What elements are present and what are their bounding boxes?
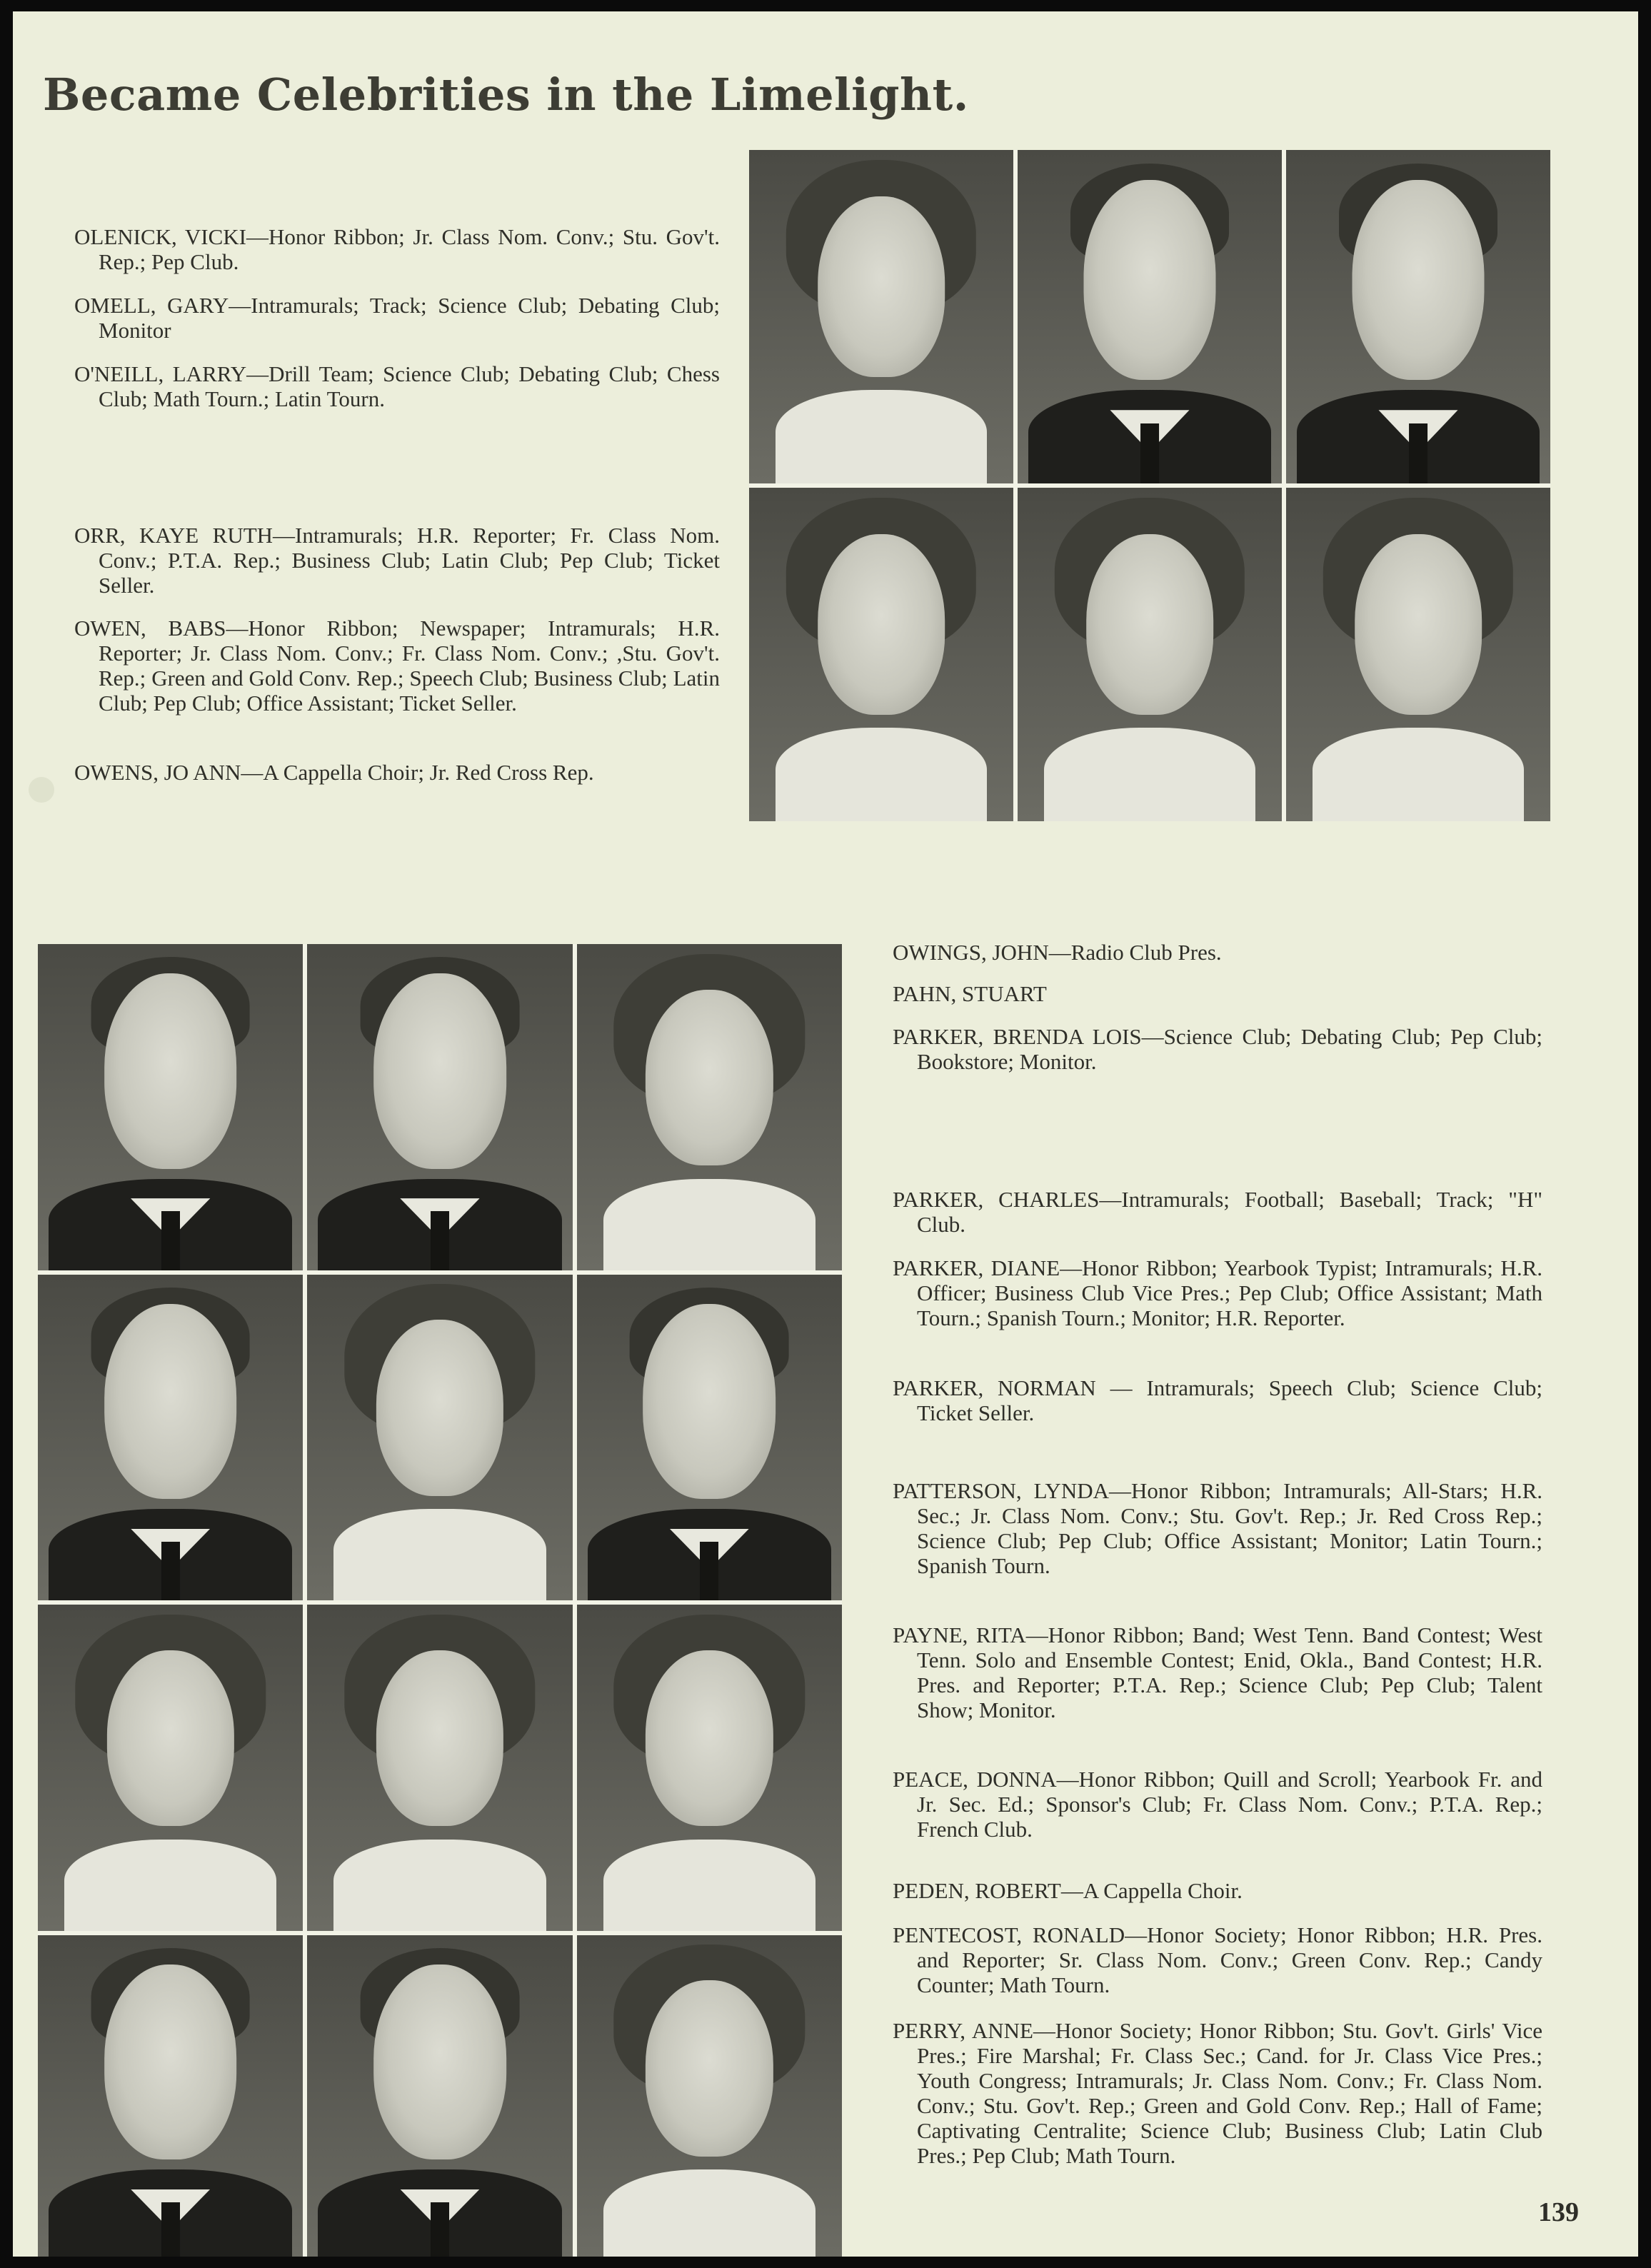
bio-entry: PARKER, DIANE—Honor Ribbon; Yearbook Typist; Intramurals; H.R. Officer; Business Club Vice Pres.; Pep Club; Office Assistant; Math Tourn.; Spanish Tourn.; Monitor; H.R. Reporter.: [893, 1255, 1542, 1330]
portrait-photo: [307, 1605, 572, 1931]
bio-entry: PARKER, NORMAN — Intramurals; Speech Club; Science Club; Ticket Seller.: [893, 1375, 1542, 1425]
page-number: 139: [1538, 2197, 1579, 2227]
portrait-grid-top: [749, 150, 1550, 821]
bio-entry: O'NEILL, LARRY—Drill Team; Science Club; Debating Club; Chess Club; Math Tourn.; Latin Tourn.: [74, 361, 720, 411]
portrait-photo: [1286, 488, 1550, 821]
bio-entry: PAHN, STUART: [893, 981, 1047, 1006]
page-heading: Became Celebrities in the Limelight.: [43, 69, 969, 121]
portrait-photo: [749, 488, 1013, 821]
bio-entry: ORR, KAYE RUTH—Intramurals; H.R. Reporter; Fr. Class Nom. Conv.; P.T.A. Rep.; Business Club; Latin Club; Pep Club; Ticket Seller.: [74, 523, 720, 598]
portrait-photo: [307, 1935, 572, 2257]
portrait-photo: [577, 1605, 842, 1931]
bio-entry: PEDEN, ROBERT—A Cappella Choir.: [893, 1878, 1243, 1903]
paper-smudge: [29, 777, 54, 803]
portrait-photo: [1286, 150, 1550, 483]
bio-entry: PATTERSON, LYNDA—Honor Ribbon; Intramurals; All-Stars; H.R. Sec.; Jr. Class Nom. Conv.; Stu. Gov't. Rep.; Jr. Red Cross Rep.; Science Club; Pep Club; Office Assistant; Monitor; Latin Tourn.; Spanish Tourn.: [893, 1478, 1542, 1578]
bio-entry: OMELL, GARY—Intramurals; Track; Science Club; Debating Club; Monitor: [74, 293, 720, 343]
portrait-photo: [307, 1275, 572, 1601]
portrait-photo: [38, 1275, 303, 1601]
portrait-photo: [38, 944, 303, 1270]
portrait-photo: [38, 1605, 303, 1931]
bio-entry: OWEN, BABS—Honor Ribbon; Newspaper; Intramurals; H.R. Reporter; Jr. Class Nom. Conv.; Fr. Class Nom. Conv.; ,Stu. Gov't. Rep.; Green and Gold Conv. Rep.; Speech Club; Business Club; Latin Club; Pep Club; Office Assistant; Ticket Seller.: [74, 616, 720, 716]
bio-entry: PENTECOST, RONALD—Honor Society; Honor Ribbon; H.R. Pres. and Reporter; Sr. Class Nom. Conv.; Green Conv. Rep.; Candy Counter; Math Tourn.: [893, 1922, 1542, 1997]
portrait-grid-bottom: [38, 944, 842, 2257]
portrait-photo: [577, 1935, 842, 2257]
bio-entry: OLENICK, VICKI—Honor Ribbon; Jr. Class Nom. Conv.; Stu. Gov't. Rep.; Pep Club.: [74, 224, 720, 274]
bio-entry: OWINGS, JOHN—Radio Club Pres.: [893, 940, 1222, 965]
portrait-photo: [749, 150, 1013, 483]
portrait-photo: [1018, 488, 1282, 821]
portrait-photo: [577, 944, 842, 1270]
portrait-photo: [1018, 150, 1282, 483]
bio-entry: PARKER, CHARLES—Intramurals; Football; Baseball; Track; "H" Club.: [893, 1187, 1542, 1237]
portrait-photo: [307, 944, 572, 1270]
bio-entry: PEACE, DONNA—Honor Ribbon; Quill and Scroll; Yearbook Fr. and Jr. Sec. Ed.; Sponsor's Club; Fr. Class Nom. Conv.; P.T.A. Rep.; French Club.: [893, 1767, 1542, 1842]
bio-entry: OWENS, JO ANN—A Cappella Choir; Jr. Red Cross Rep.: [74, 760, 594, 785]
portrait-photo: [577, 1275, 842, 1601]
yearbook-page: [13, 11, 1638, 2257]
bio-entry: PAYNE, RITA—Honor Ribbon; Band; West Tenn. Band Contest; West Tenn. Solo and Ensemble Contest; Enid, Okla., Band Contest; H.R. Pres. and Reporter; P.T.A. Rep.; Science Club; Pep Club; Talent Show; Monitor.: [893, 1622, 1542, 1722]
bio-entry: PARKER, BRENDA LOIS—Science Club; Debating Club; Pep Club; Bookstore; Monitor.: [893, 1024, 1542, 1074]
portrait-photo: [38, 1935, 303, 2257]
bio-entry: PERRY, ANNE—Honor Society; Honor Ribbon; Stu. Gov't. Girls' Vice Pres.; Fire Marshal; Fr. Class Sec.; Cand. for Jr. Class Vice Pres.; Youth Congress; Intramurals; Jr. Class Nom. Conv.; Fr. Class Nom. Conv.; Stu. Gov't. Rep.; Green and Gold Conv. Rep.; Hall of Fame; Captivating Centralite; Science Club; Business Club; Latin Club Pres.; Pep Club; Math Tourn.: [893, 2018, 1542, 2168]
